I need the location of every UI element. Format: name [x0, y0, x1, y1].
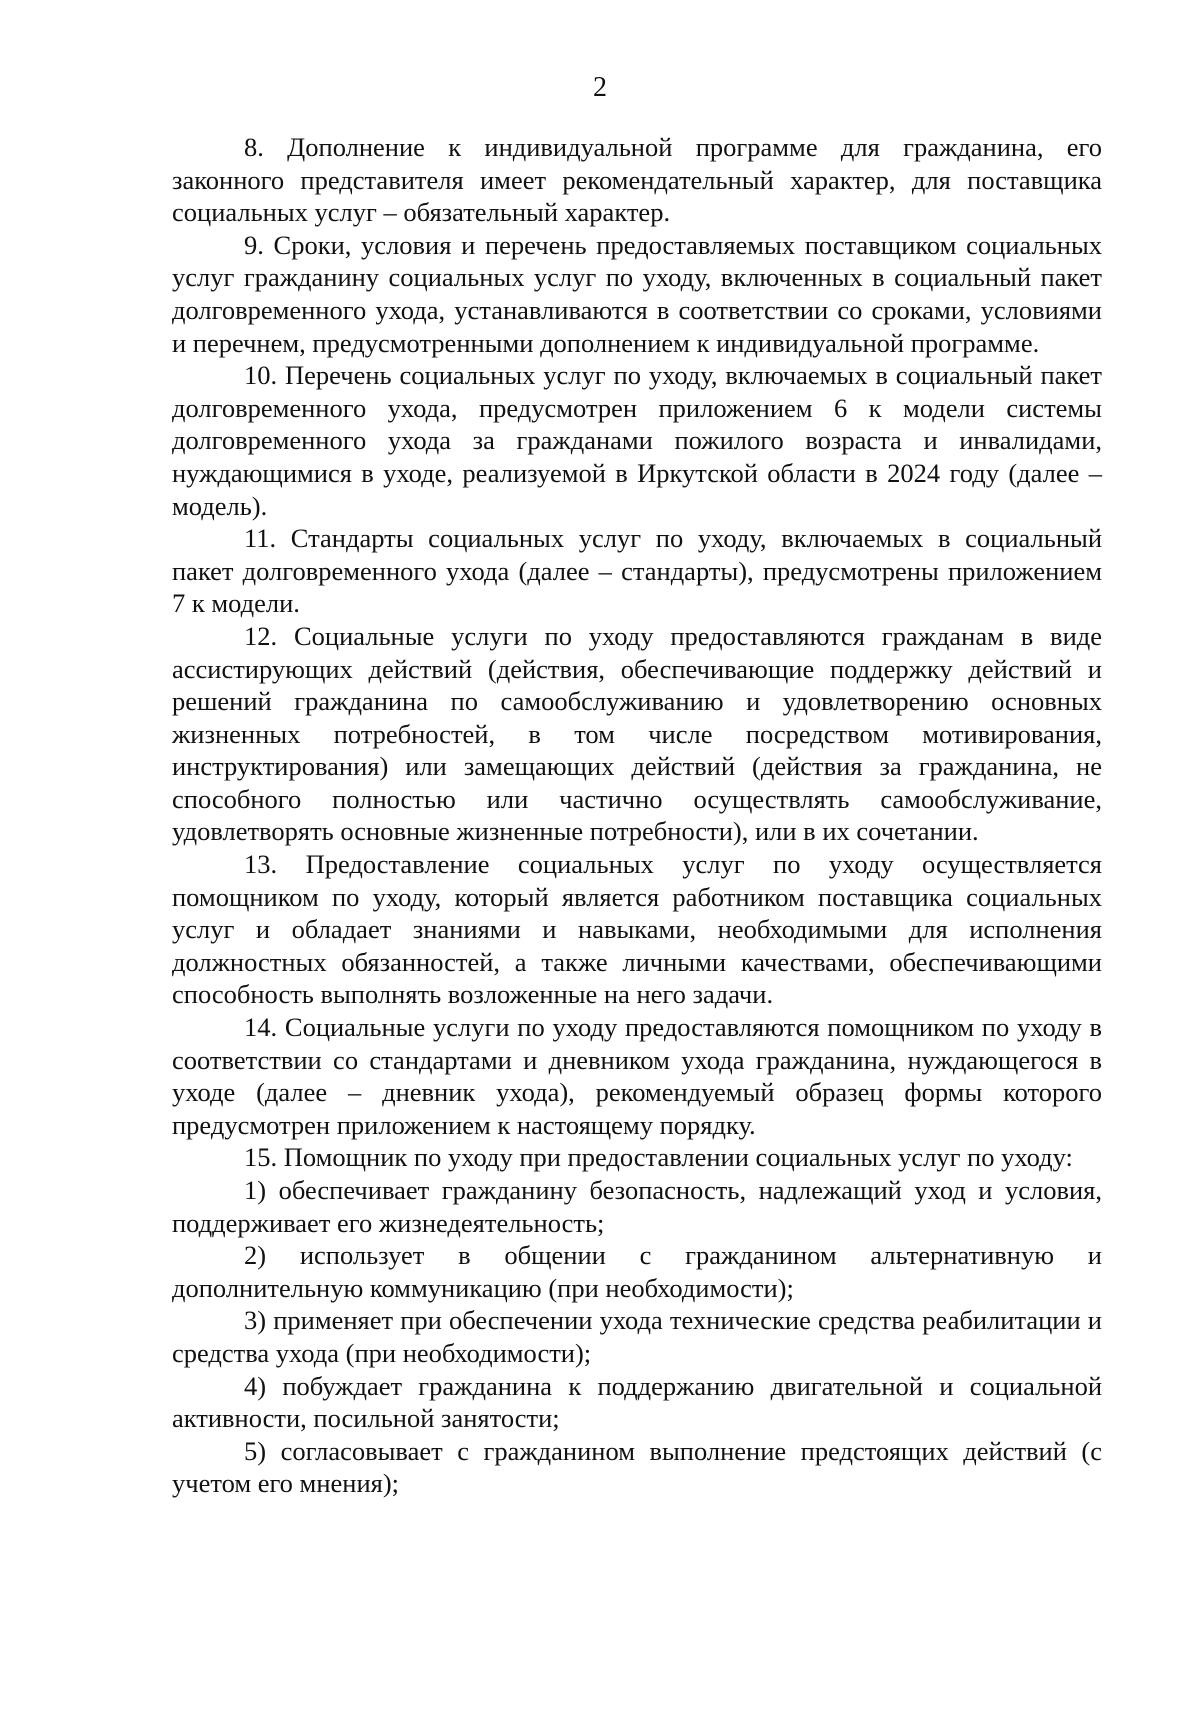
list-item-1: 1) обеспечивает гражданину безопасность, надлежащий уход и условия, поддерживает его жизнедеятельность;: [172, 1175, 1102, 1238]
paragraph-14: 14. Социальные услуги по уходу предоставляются помощником по уходу в соответствии со стандартами и дневником ухода гражданина, нуждающегося в уходе (далее – дневник ухода), рекомендуемый образец формы которого предусмотрен приложением к настоящему порядку.: [172, 1012, 1102, 1140]
list-item-2: 2) использует в общении с гражданином альтернативную и дополнительную коммуникацию (при необходимости);: [172, 1240, 1102, 1303]
paragraph-13: 13. Предоставление социальных услуг по уходу осуществляется помощником по уходу, который является работником поставщика социальных услуг и обладает знаниями и навыками, необходимыми для исполнения должностных обязанностей, а также личными качествами, обеспечивающими способность выполнять возложенные на него задачи.: [172, 849, 1102, 1010]
document-body: [172, 131, 1102, 1500]
list-item-3: 3) применяет при обеспечении ухода технические средства реабилитации и средства ухода (при необходимости);: [172, 1305, 1102, 1368]
paragraph-12: 12. Социальные услуги по уходу предоставляются гражданам в виде ассистирующих действий (действия, обеспечивающие поддержку действий и решений гражданина по самообслуживанию и удовлетворению основных жизненных потребностей, в том числе посредством мотивирования, инструктирования) или замещающих действий (действия за гражданина, не способного полностью или частично осуществлять самообслуживание, удовлетворять основные жизненные потребности), или в их сочетании.: [172, 620, 1102, 847]
list-item-4: 4) побуждает гражданина к поддержанию двигательной и социальной активности, посильной занятости;: [172, 1370, 1102, 1434]
paragraph-11: 11. Стандарты социальных услуг по уходу, включаемых в социальный пакет долговременного ухода (далее – стандарты), предусмотрены приложением 7 к модели.: [172, 523, 1102, 619]
list-item-5: 5) согласовывает с гражданином выполнение предстоящих действий (с учетом его мнения);: [172, 1435, 1102, 1499]
paragraph-10: 10. Перечень социальных услуг по уходу, включаемых в социальный пакет долговременного ухода, предусмотрен приложением 6 к модели системы долговременного ухода за гражданами пожилого возраста и инвалидами, нуждающимися в уходе, реализуемой в Иркутской области в 2024 году (далее – модель).: [172, 360, 1102, 521]
paragraph-9: 9. Сроки, условия и перечень предоставляемых поставщиком социальных услуг гражданину социальных услуг по уходу, включенных в социальный пакет долговременного ухода, устанавливаются в соответствии со сроками, условиями и перечнем, предусмотренными дополнением к индивидуальной программе.: [172, 229, 1102, 358]
page-number: 2: [593, 72, 607, 103]
paragraph-15: 15. Помощник по уходу при предоставлении социальных услуг по уходу:: [244, 1142, 1073, 1173]
paragraph-8: 8. Дополнение к индивидуальной программе для гражданина, его законного представителя имеет рекомендательный характер, для поставщика социальных услуг – обязательный характер.: [172, 132, 1102, 228]
